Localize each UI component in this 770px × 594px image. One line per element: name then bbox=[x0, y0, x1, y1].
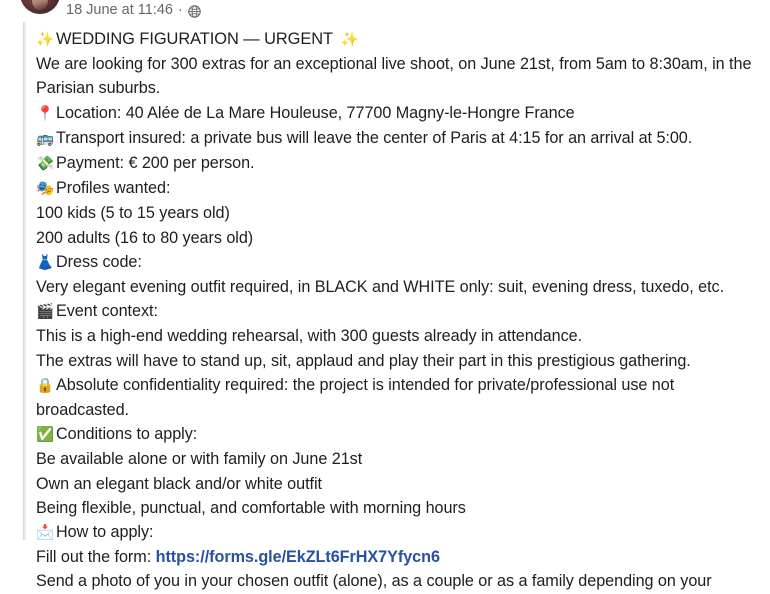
post-line bbox=[36, 250, 762, 275]
post-header bbox=[0, 0, 770, 24]
line-text: WEDDING FIGURATION — URGENT bbox=[56, 30, 333, 48]
line-emoji: 📍 bbox=[36, 105, 55, 122]
post-line bbox=[36, 520, 762, 545]
line-text: Location: 40 Alée de La Mare Houleuse, 77700 Magny-le-Hongre France bbox=[56, 103, 575, 122]
avatar[interactable] bbox=[20, 0, 60, 14]
post-line bbox=[36, 324, 762, 348]
line-text: Be available alone or with family on June 21st bbox=[36, 450, 363, 469]
post-line bbox=[36, 151, 762, 176]
line-text: Being flexible, punctual, and comfortable with morning hours bbox=[36, 498, 466, 517]
line-text: 200 adults (16 to 80 years old) bbox=[36, 228, 254, 247]
post-line bbox=[36, 52, 762, 100]
post-line bbox=[36, 27, 762, 52]
post-body bbox=[36, 27, 762, 594]
line-text: Send a photo of you in your chosen outfit (alone), as a couple or as a family depending on your bbox=[36, 572, 712, 591]
line-emoji: 📩 bbox=[36, 525, 55, 542]
line-text: Conditions to apply: bbox=[56, 425, 198, 444]
post-line bbox=[36, 226, 762, 250]
line-text: 100 kids (5 to 15 years old) bbox=[36, 204, 230, 223]
line-text: Own an elegant black and/or white outfit bbox=[36, 474, 322, 493]
post-line bbox=[36, 299, 762, 324]
post-timestamp[interactable]: 18 June at 11:46 bbox=[66, 2, 173, 18]
line-text: How to apply: bbox=[56, 523, 154, 542]
line-text: The extras will have to stand up, sit, applaud and play their part in this prestigious gathering. bbox=[36, 351, 691, 370]
line-text: Payment: € 200 per person. bbox=[56, 154, 255, 173]
line-text: Dress code: bbox=[56, 252, 142, 271]
line-emoji: ✨ bbox=[36, 32, 55, 48]
line-text: Very elegant evening outfit required, in BLACK and WHITE only: suit, evening dress, tuxedo, etc. bbox=[36, 278, 725, 297]
line-text: Event context: bbox=[56, 302, 158, 321]
line-text: Transport insured: a private bus will leave the center of Paris at 4:15 for an arrival at 5:00. bbox=[56, 128, 693, 147]
left-accent-rule bbox=[23, 22, 26, 540]
line-emoji: ✅ bbox=[36, 427, 55, 444]
meta-separator: · bbox=[177, 2, 183, 18]
post-line bbox=[36, 422, 762, 447]
post-line bbox=[36, 126, 762, 151]
post-line bbox=[36, 545, 762, 569]
line-text: We are looking for 300 extras for an exceptional live shoot, on June 21st, from 5am to 8:30am, in the Parisian suburbs. bbox=[36, 55, 756, 98]
line-emoji: 🎭 bbox=[36, 181, 55, 198]
line-emoji: 🎬 bbox=[36, 304, 55, 321]
line-trailing-emoji: ✨ bbox=[336, 32, 359, 48]
post-line bbox=[36, 447, 762, 471]
post-line bbox=[36, 569, 762, 593]
post-line bbox=[36, 349, 762, 373]
post-line bbox=[36, 101, 762, 126]
post-meta bbox=[66, 0, 201, 20]
post-line bbox=[36, 176, 762, 201]
line-emoji: 👗 bbox=[36, 254, 55, 271]
post-line bbox=[36, 496, 762, 520]
post-line bbox=[36, 373, 762, 422]
line-emoji: 💸 bbox=[36, 156, 55, 173]
line-emoji: 🔒 bbox=[36, 377, 55, 394]
post-line bbox=[36, 275, 762, 299]
line-text: Profiles wanted: bbox=[56, 179, 171, 198]
line-text: Fill out the form: bbox=[36, 548, 156, 567]
application-form-link[interactable]: https://forms.gle/EkZLt6FrHX7Yfycn6 bbox=[155, 548, 440, 567]
post-line bbox=[36, 201, 762, 225]
line-text: This is a high-end wedding rehearsal, with 300 guests already in attendance. bbox=[36, 327, 583, 346]
post-line bbox=[36, 472, 762, 496]
line-text: Absolute confidentiality required: the project is intended for private/professional use not broadcasted. bbox=[36, 375, 679, 420]
globe-icon[interactable] bbox=[188, 5, 201, 18]
line-emoji: 🚌 bbox=[36, 130, 55, 147]
